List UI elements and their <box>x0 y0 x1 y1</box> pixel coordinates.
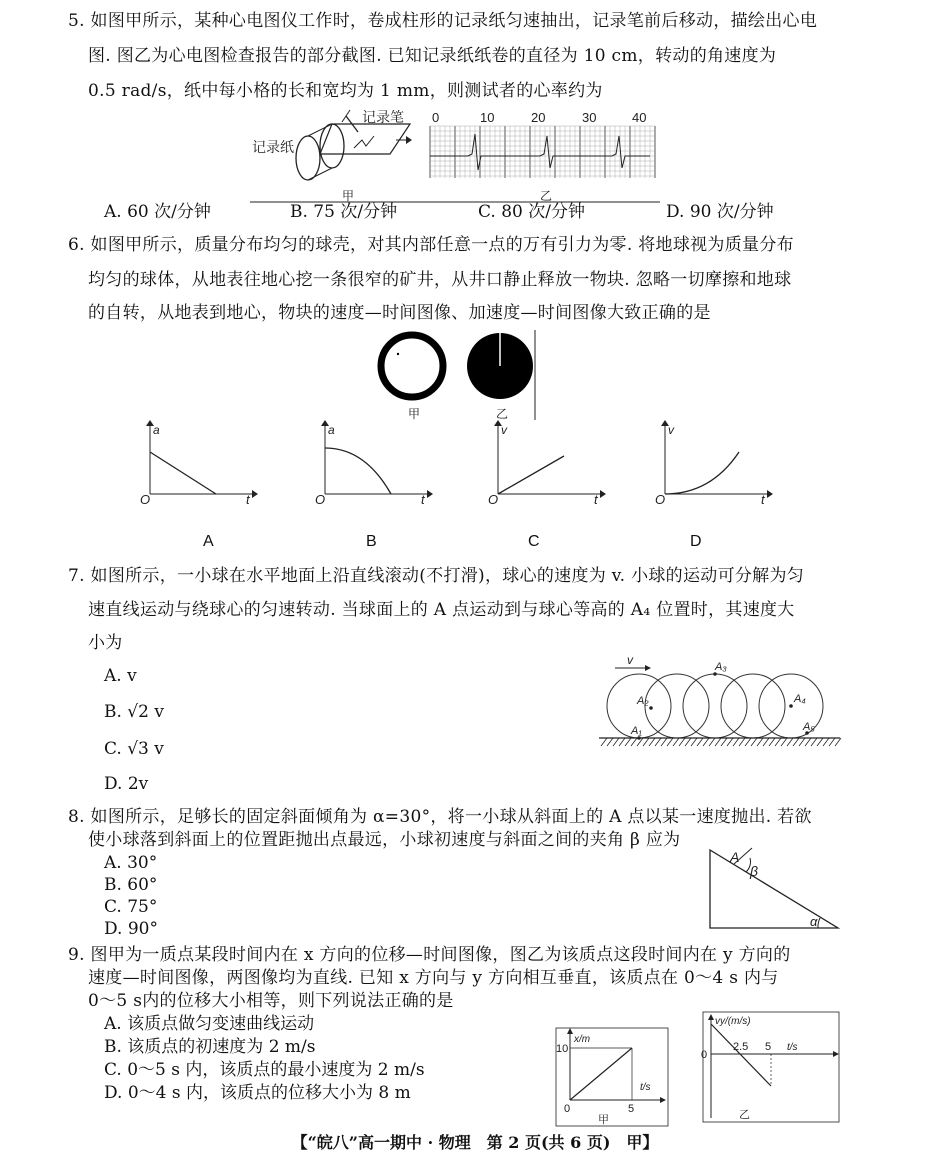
paper-sheet <box>320 124 410 154</box>
ecg-grid <box>430 126 655 178</box>
svg-text:A₁: A₁ <box>631 725 642 737</box>
svg-text:O: O <box>140 492 151 507</box>
paper-label: 记录纸 <box>252 139 294 155</box>
ecg-tick-40: 40 <box>632 110 647 125</box>
svg-text:t: t <box>421 492 425 507</box>
xt-line <box>570 1048 632 1100</box>
q9-option-c: C. 0～5 s 内，该质点的最小速度为 2 m/s <box>104 1060 425 1080</box>
q8-option-a: A. 30° <box>104 853 158 873</box>
svg-text:2.5: 2.5 <box>733 1041 749 1053</box>
graph-a-curve <box>150 452 216 494</box>
svg-text:O: O <box>315 492 326 507</box>
svg-text:5: 5 <box>628 1103 635 1115</box>
graph-letter-b: B <box>366 533 377 550</box>
q8-option-c: C. 75° <box>104 897 158 917</box>
q6-shell-figure <box>372 330 542 424</box>
q9-line-2: 速度—时间图像，两图像均为直线. 已知 x 方向与 y 方向相互垂直，该质点在 0～4 s 内与 <box>88 968 779 988</box>
q7-rolling-ball-figure <box>597 653 842 751</box>
q9-option-a: A. 该质点做匀变速曲线运动 <box>104 1014 315 1034</box>
svg-text:β: β <box>750 863 758 879</box>
svg-text:t/s: t/s <box>640 1082 651 1093</box>
q7-option-c: C. √3 v <box>104 739 164 759</box>
hollow-shell <box>381 335 443 397</box>
q6-graph-c <box>488 418 608 507</box>
svg-text:A₃: A₃ <box>715 661 727 673</box>
svg-text:a: a <box>153 423 160 437</box>
ecg-tick-0: 0 <box>432 110 440 125</box>
svg-text:A₂: A₂ <box>637 695 649 707</box>
q5-option-d: D. 90 次/分钟 <box>666 202 774 222</box>
svg-text:O: O <box>488 492 499 507</box>
graph-c-curve <box>498 456 564 494</box>
svg-text:A₅: A₅ <box>803 721 815 733</box>
graph-d-curve <box>665 452 739 494</box>
q8-option-d: D. 90° <box>104 919 158 939</box>
q9-line-1: 9. 图甲为一质点某段时间内在 x 方向的位移—时间图像，图乙为该质点这段时间内在 y 方向的 <box>68 945 791 965</box>
q5-option-c: C. 80 次/分钟 <box>478 202 585 222</box>
q8-option-b: B. 60° <box>104 875 158 895</box>
q9-line-3: 0～5 s内的位移大小相等，则下列说法正确的是 <box>88 991 454 1011</box>
svg-text:a: a <box>328 423 335 437</box>
q9-option-d: D. 0～4 s 内，该质点的位移大小为 8 m <box>104 1083 411 1103</box>
fig-yi: 乙 <box>540 189 553 203</box>
svg-text:甲: 甲 <box>598 1114 609 1126</box>
ecg-tick-10: 10 <box>480 110 495 125</box>
q5-option-a: A. 60 次/分钟 <box>104 202 211 222</box>
graph-b-curve <box>325 448 391 494</box>
svg-text:t: t <box>246 492 250 507</box>
ecg-tick-20: 20 <box>531 110 546 125</box>
svg-text:vy/(m/s): vy/(m/s) <box>715 1016 751 1027</box>
svg-text:v: v <box>627 653 633 667</box>
q7-line-3: 小为 <box>88 633 123 653</box>
svg-text:0: 0 <box>701 1049 708 1061</box>
q6-line-2: 均匀的球体，从地表往地心挖一条很窄的矿井，从井口静止释放一物块. 忽略一切摩擦和地球 <box>88 270 792 290</box>
paper-roll-end <box>296 136 320 180</box>
q5-line-2: 图. 图乙为心电图检查报告的部分截图. 已知记录纸纸卷的直径为 10 cm，转动的角速度为 <box>88 46 777 66</box>
q7-option-d: D. 2v <box>104 774 149 794</box>
q6-graph-a <box>140 418 260 507</box>
q5-figure <box>250 108 660 204</box>
fig-jia: 甲 <box>342 189 355 203</box>
page-footer: 【“皖八”高一期中 · 物理 第 2 页(共 6 页) 甲】 <box>291 1133 659 1152</box>
q9-vy-graph <box>695 1012 841 1122</box>
svg-text:v: v <box>501 423 507 437</box>
q8-line-2: 使小球落到斜面上的位置距抛出点最远，小球初速度与斜面之间的夹角 β 应为 <box>88 830 681 850</box>
svg-text:α: α <box>810 914 818 929</box>
q9-option-b: B. 该质点的初速度为 2 m/s <box>104 1037 316 1057</box>
pen-label: 记录笔 <box>362 109 404 125</box>
svg-text:O: O <box>655 492 666 507</box>
q6-graph-d <box>655 418 775 507</box>
graph-letter-d: D <box>690 533 702 550</box>
q6-graph-b <box>315 418 435 507</box>
svg-text:t: t <box>594 492 598 507</box>
q8-incline-figure <box>706 846 841 930</box>
svg-text:0: 0 <box>564 1103 571 1115</box>
q6-line-1: 6. 如图甲所示，质量分布均匀的球壳，对其内部任意一点的万有引力为零. 将地球视为质量分布 <box>68 235 794 255</box>
q7-option-b: B. √2 v <box>104 702 164 722</box>
q7-line-1: 7. 如图所示，一小球在水平地面上沿直线滚动(不打滑)，球心的速度为 v. 小球的运动可分解为匀 <box>68 566 805 586</box>
q5-line-3: 0.5 rad/s，纸中每小格的长和宽均为 1 mm，则测试者的心率约为 <box>88 81 603 101</box>
shell-yi: 乙 <box>496 407 509 421</box>
graph-letter-a: A <box>203 533 214 550</box>
svg-text:x/m: x/m <box>574 1034 591 1045</box>
q7-option-a: A. v <box>104 666 137 686</box>
svg-text:乙: 乙 <box>739 1109 750 1121</box>
svg-text:v: v <box>668 423 674 437</box>
svg-text:t/s: t/s <box>787 1042 798 1053</box>
ecg-tick-30: 30 <box>582 110 597 125</box>
svg-text:A: A <box>730 849 740 865</box>
svg-text:t: t <box>761 492 765 507</box>
q5-line-1: 5. 如图甲所示，某种心电图仪工作时，卷成柱形的记录纸匀速抽出，记录笔前后移动，描绘出心电 <box>68 11 818 31</box>
svg-text:A₄: A₄ <box>794 693 806 705</box>
q6-line-3: 的自转，从地表到地心，物块的速度—时间图像、加速度—时间图像大致正确的是 <box>88 303 711 323</box>
q7-line-2: 速直线运动与绕球心的匀速转动. 当球面上的 A 点运动到与球心等高的 A₄ 位置时，其速度大 <box>88 600 795 620</box>
shell-jia: 甲 <box>408 407 421 421</box>
svg-text:10: 10 <box>556 1043 569 1055</box>
vy-line <box>711 1024 771 1086</box>
graph-letter-c: C <box>528 533 540 550</box>
svg-text:5: 5 <box>765 1041 772 1053</box>
q9-xt-graph <box>548 1028 668 1128</box>
q5-option-b: B. 75 次/分钟 <box>290 202 398 222</box>
q8-line-1: 8. 如图所示，足够长的固定斜面倾角为 α=30°，将一小球从斜面上的 A 点以某一速度抛出. 若欲 <box>68 807 812 827</box>
